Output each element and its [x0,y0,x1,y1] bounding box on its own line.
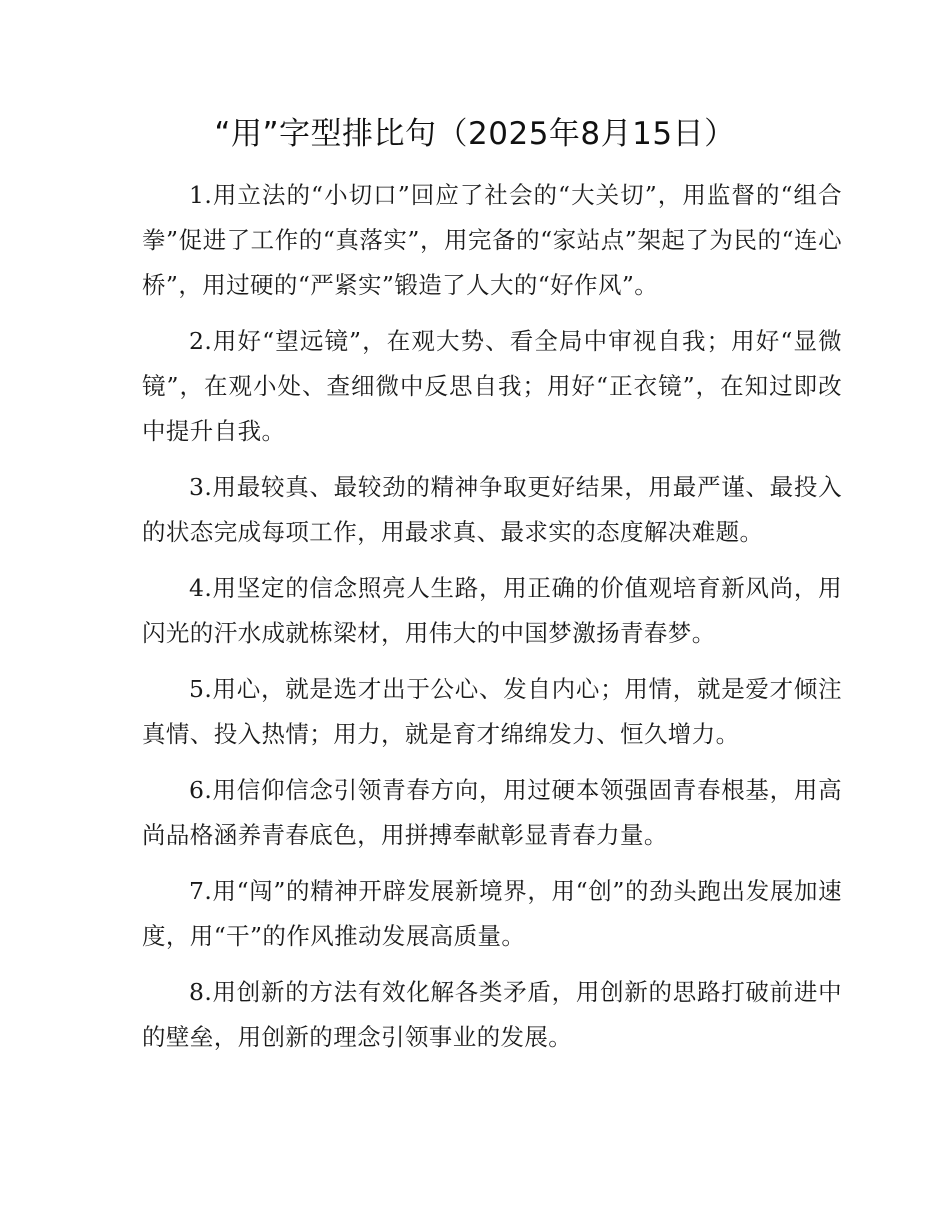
document-title: “用”字型排比句（2025年8月15日） [214,116,736,152]
paragraph-7: 7.用“闯”的精神开辟发展新境界，用“创”的劲头跑出发展加速度，用“干”的作风推动发展高质量。 [142,877,842,950]
paragraph-4: 4.用坚定的信念照亮人生路，用正确的价值观培育新风尚，用闪光的汗水成就栋梁材，用伟大的中国梦激扬青春梦。 [142,574,842,647]
document-body [142,173,842,1071]
paragraph-8: 8.用创新的方法有效化解各类矛盾，用创新的思路打破前进中的壁垒，用创新的理念引领事业的发展。 [142,978,842,1051]
paragraph-6: 6.用信仰信念引领青春方向，用过硬本领强固青春根基，用高尚品格涵养青春底色，用拼搏奉献彰显青春力量。 [142,776,842,849]
paragraph-3: 3.用最较真、最较劲的精神争取更好结果，用最严谨、最投入的状态完成每项工作，用最求真、最求实的态度解决难题。 [142,473,842,546]
paragraph-2: 2.用好“望远镜”，在观大势、看全局中审视自我；用好“显微镜”，在观小处、查细微中反思自我；用好“正衣镜”，在知过即改中提升自我。 [142,327,842,445]
paragraph-5: 5.用心，就是选才出于公心、发自内心；用情，就是爱才倾注真情、投入热情；用力，就是育才绵绵发力、恒久增力。 [142,675,842,748]
paragraph-1: 1.用立法的“小切口”回应了社会的“大关切”，用监督的“组合拳”促进了工作的“真落实”，用完备的“家站点”架起了为民的“连心桥”，用过硬的“严紧实”锻造了人大的“好作风”。 [142,181,842,299]
